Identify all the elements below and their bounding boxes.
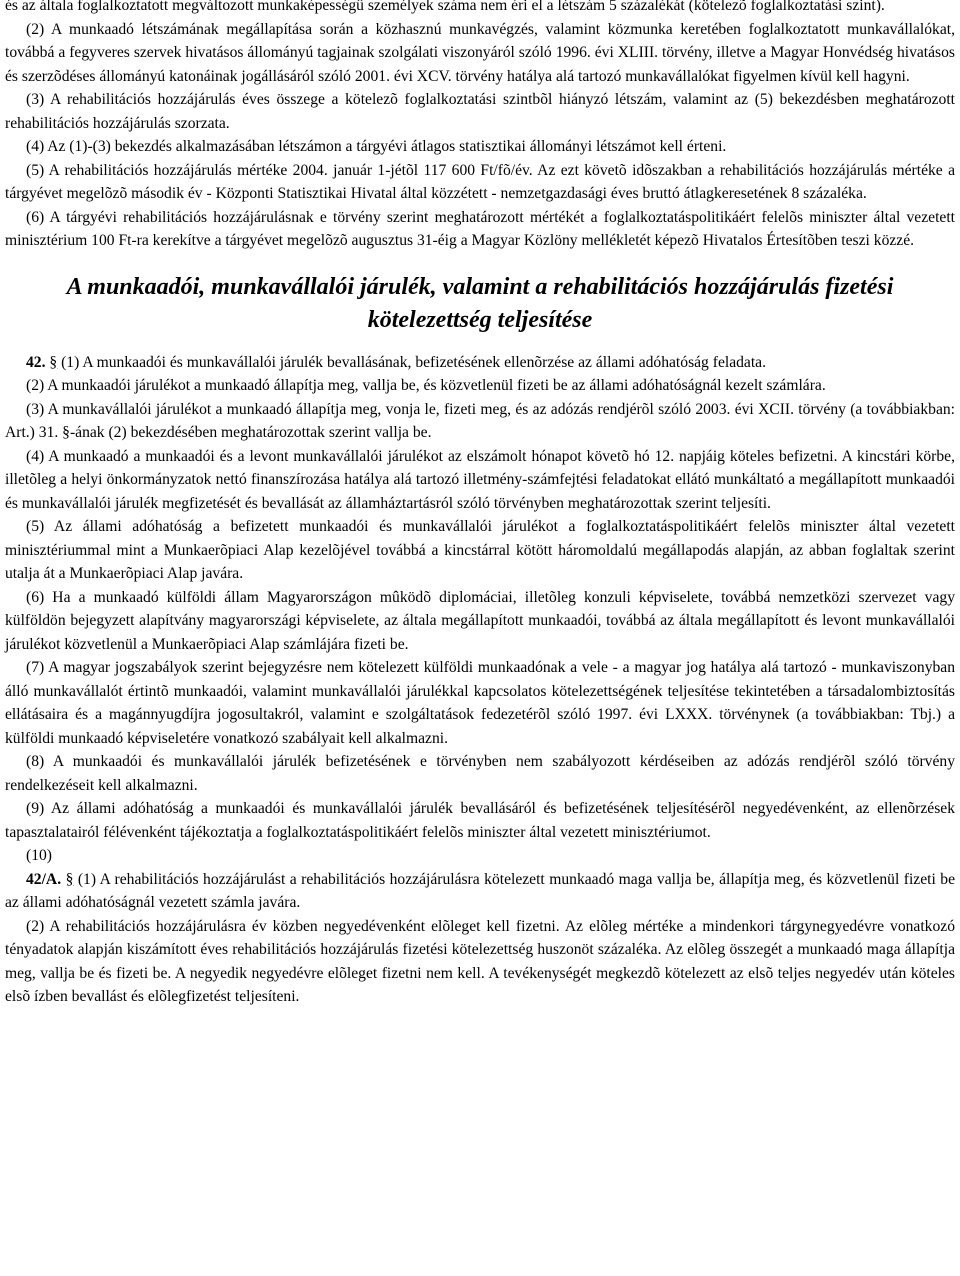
paragraph: (2) A munkaadói járulékot a munkaadó állapítja meg, vallja be, és közvetlenül fizeti be az állami adóhatóságnál kezelt számlára. bbox=[26, 377, 826, 394]
section-symbol-link[interactable]: § bbox=[49, 353, 58, 371]
paragraph: (3) A rehabilitációs hozzájárulás éves összege a kötelezõ foglalkoztatási szintbõl hiányzó létszám, valamint az (5) bekezdésben meghatározott rehabilitációs hozzájárulás szorzata. bbox=[5, 91, 955, 132]
section-heading: A munkaadói, munkavállalói járulék, valamint a rehabilitációs hozzájárulás fizetési kötelezettség teljesítése bbox=[66, 273, 894, 333]
paragraph-continuation: és az általa foglalkoztatott megváltozott munkaképességû személyek száma nem éri el a létszám 5 százalékát (kötelezõ foglalkoztatási szint). bbox=[5, 0, 885, 14]
paragraph-text: (1) A rehabilitációs hozzájárulást a rehabilitációs hozzájárulásra kötelezett munkaadó maga vallja be, állapítja meg, és közvetlenül fizeti be az állami adóhatóságnál vezetett számla javára. bbox=[5, 870, 955, 911]
paragraph: (4) A munkaadó a munkaadói és a levont munkavállalói járulékot az elszámolt hónapot követõ hó 12. napjáig köteles befizetni. A kincstári körbe, illetõleg a helyi önkormányzatok nettó finanszírozása hatálya alá tartozó illetmény-számfejtési feladatokat ellátó munkáltató a megállapított munkaadói és munkavállalói járulék megfizetését és bevallását az államháztartásról szóló törvényben meghatározottak szerint teljesíti. bbox=[5, 447, 955, 512]
section-number: 42. bbox=[26, 353, 46, 371]
paragraph: (3) A munkavállalói járulékot a munkaadó állapítja meg, vonja le, fizeti meg, és az adózás rendjérõl szóló 2003. évi XCII. törvény (a továbbiakban: Art.) 31. §-ának (2) bekezdésében meghatározottak szerint vallja be. bbox=[5, 400, 955, 441]
paragraph: (10) bbox=[26, 847, 52, 864]
paragraph: (6) Ha a munkaadó külföldi állam Magyarországon mûködõ diplomáciai, illetõleg konzuli képviselete, továbbá nemzetközi szervezet vagy külföldön bejegyzett alapítvány magyarországi képviselete, az általa megállapított munkaadói, továbbá az általa megállapított és levont munkavállalói járulékot közvetlenül a Munkaerõpiaci Alap számlájára fizeti be. bbox=[5, 588, 955, 653]
paragraph: (5) Az állami adóhatóság a befizetett munkaadói és munkavállalói járulékot a foglalkoztatáspolitikáért felelõs miniszter által vezetett minisztériummal mint a Munkaerõpiaci Alap kezelõjével továbbá a kincstárral kötött háromoldalú megállapodás alapján, az abban foglaltak szerint utalja át a Munkaerõpiaci Alap javára. bbox=[5, 518, 955, 582]
paragraph: (7) A magyar jogszabályok szerint bejegyzésre nem kötelezett külföldi munkaadónak a vele - a magyar jog hatálya alá tartozó - munkaviszonyban álló munkavállalót értintõ munkaadói, valamint munkavállalói járulékkal kapcsolatos kötelezettségének teljesítése tekintetében a társadalombiztosítás ellátásaira és a magánnyugdíjra jogosultakról, valamint e szolgáltatások fedezetérõl szóló 1997. évi LXXX. törvénynek (a továbbiakban: Tbj.) a külföldi munkaadó képviseletére vonatkozó szabályait kell alkalmazni. bbox=[5, 659, 955, 747]
paragraph: (6) A tárgyévi rehabilitációs hozzájárulásnak e törvény szerint meghatározott mértékét a foglalkoztatáspolitikáért felelõs miniszter által vezetett minisztérium 100 Ft-ra kerekítve a tárgyévet megelõzõ augusztus 31-éig a Magyar Közlöny mellékletét képezõ Hivatalos Értesítõben teszi közzé. bbox=[5, 208, 955, 249]
section-symbol-link[interactable]: § bbox=[65, 870, 74, 888]
paragraph: (4) Az (1)-(3) bekezdés alkalmazásában létszámon a tárgyévi átlagos statisztikai állományi létszámot kell érteni. bbox=[26, 138, 727, 155]
section-42-paragraph-1 bbox=[5, 351, 955, 375]
paragraph: (9) Az állami adóhatóság a munkaadói és munkavállalói járulék bevallásáról és befizetésének teljesítésérõl negyedévenként, az ellenõrzések tapasztalatairól félévenként tájékoztatja a foglalkoztatáspolitikáért felelõs miniszter által vezetett minisztériumot. bbox=[5, 800, 955, 841]
paragraph: (5) A rehabilitációs hozzájárulás mértéke 2004. január 1-jétõl 117 600 Ft/fõ/év. Az ezt követõ idõszakban a rehabilitációs hozzájárulás mértéke a tárgyévet megelõzõ második év - Központi Statisztikai Hivatal által közzétett - nemzetgazdasági éves bruttó átlagkeresetének 8 százaléka. bbox=[5, 161, 955, 202]
paragraph-text: (1) A munkaadói és munkavállalói járulék bevallásának, befizetésének ellenõrzése az állami adóhatóság feladata. bbox=[61, 353, 766, 371]
paragraph: (2) A munkaadó létszámának megállapítása során a közhasznú munkavégzés, valamint közmunka keretében foglalkoztatott munkavállalókat, továbbá a fegyveres szervek hivatásos állományú tagjainak szolgálati viszonyáról szóló 1996. évi XLIII. törvény, illetve a Magyar Honvédség hivatásos és szerzõdéses állományú katonáinak jogállásáról szóló 2001. évi XCV. törvény hatálya alá tartozó munkavállalókat figyelmen kívül kell hagyni. bbox=[5, 20, 955, 85]
section-42a-paragraph-1 bbox=[5, 868, 955, 915]
section-number: 42/A. bbox=[26, 870, 62, 888]
paragraph: (8) A munkaadói és munkavállalói járulék befizetésének e törvényben nem szabályozott kérdéseiben az adózás rendjérõl szóló törvény rendelkezéseit kell alkalmazni. bbox=[5, 753, 955, 794]
paragraph: (2) A rehabilitációs hozzájárulásra év közben negyedévenként elõleget kell fizetni. Az elõleg mértéke a mindenkori tárgynegyedévre vonatkozó tényadatok alapján kiszámított éves rehabilitációs hozzájárulás fizetési kötelezettség huszonöt százaléka. Az elõleg összegét a munkaadó maga állapítja meg, vallja be és fizeti be. A negyedik negyedévre elõleget fizetni nem kell. A tevékenységét megkezdõ kötelezett az elsõ teljes negyedév után köteles elsõ ízben bevallást és elõlegfizetést teljesíteni. bbox=[5, 917, 955, 1005]
